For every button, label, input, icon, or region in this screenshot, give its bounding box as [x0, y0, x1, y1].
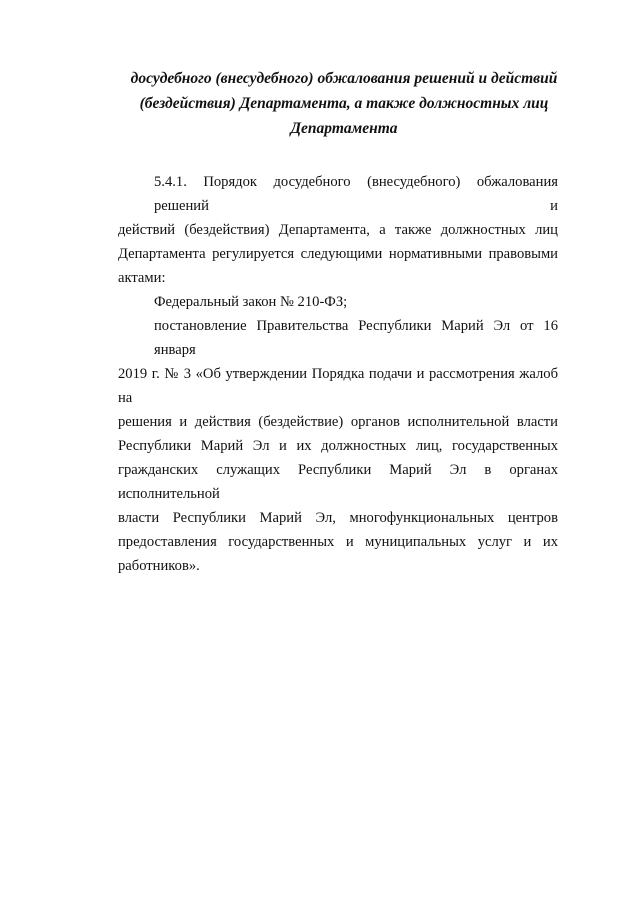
paragraph-line: актами: [118, 270, 166, 286]
paragraph-line: действий (бездействия) Департамента, а также должностных лиц [118, 222, 558, 238]
paragraph-line: предоставления государственных и муниципальных услуг и их [118, 534, 558, 550]
heading-line-2: (бездействия) Департамента, а также должностных лиц [139, 95, 549, 112]
paragraph-federal-law [118, 290, 558, 314]
paragraph-5-4-1 [118, 170, 558, 290]
document-body [118, 170, 558, 578]
paragraph-line: Департамента регулируется следующими нормативными правовыми [118, 246, 558, 262]
paragraph-resolution [118, 314, 558, 578]
paragraph-line: 2019 г. № 3 «Об утверждении Порядка подачи и рассмотрения жалоб на [118, 366, 558, 406]
paragraph-line: гражданских служащих Республики Марий Эл в органах исполнительной [118, 462, 558, 502]
section-heading [96, 66, 592, 141]
paragraph-line: Федеральный закон № 210-ФЗ; [154, 294, 348, 310]
paragraph-line: 5.4.1. Порядок досудебного (внесудебного) обжалования решений и [154, 174, 558, 214]
paragraph-line: Республики Марий Эл и их должностных лиц, государственных [118, 438, 558, 454]
heading-line-3: Департамента [290, 120, 398, 137]
heading-line-1: досудебного (внесудебного) обжалования решений и действий [130, 70, 558, 87]
paragraph-line: власти Республики Марий Эл, многофункциональных центров [118, 510, 558, 526]
paragraph-line: постановление Правительства Республики Марий Эл от 16 января [154, 318, 558, 358]
paragraph-line: решения и действия (бездействие) органов исполнительной власти [118, 414, 558, 430]
paragraph-line: работников». [118, 558, 200, 574]
